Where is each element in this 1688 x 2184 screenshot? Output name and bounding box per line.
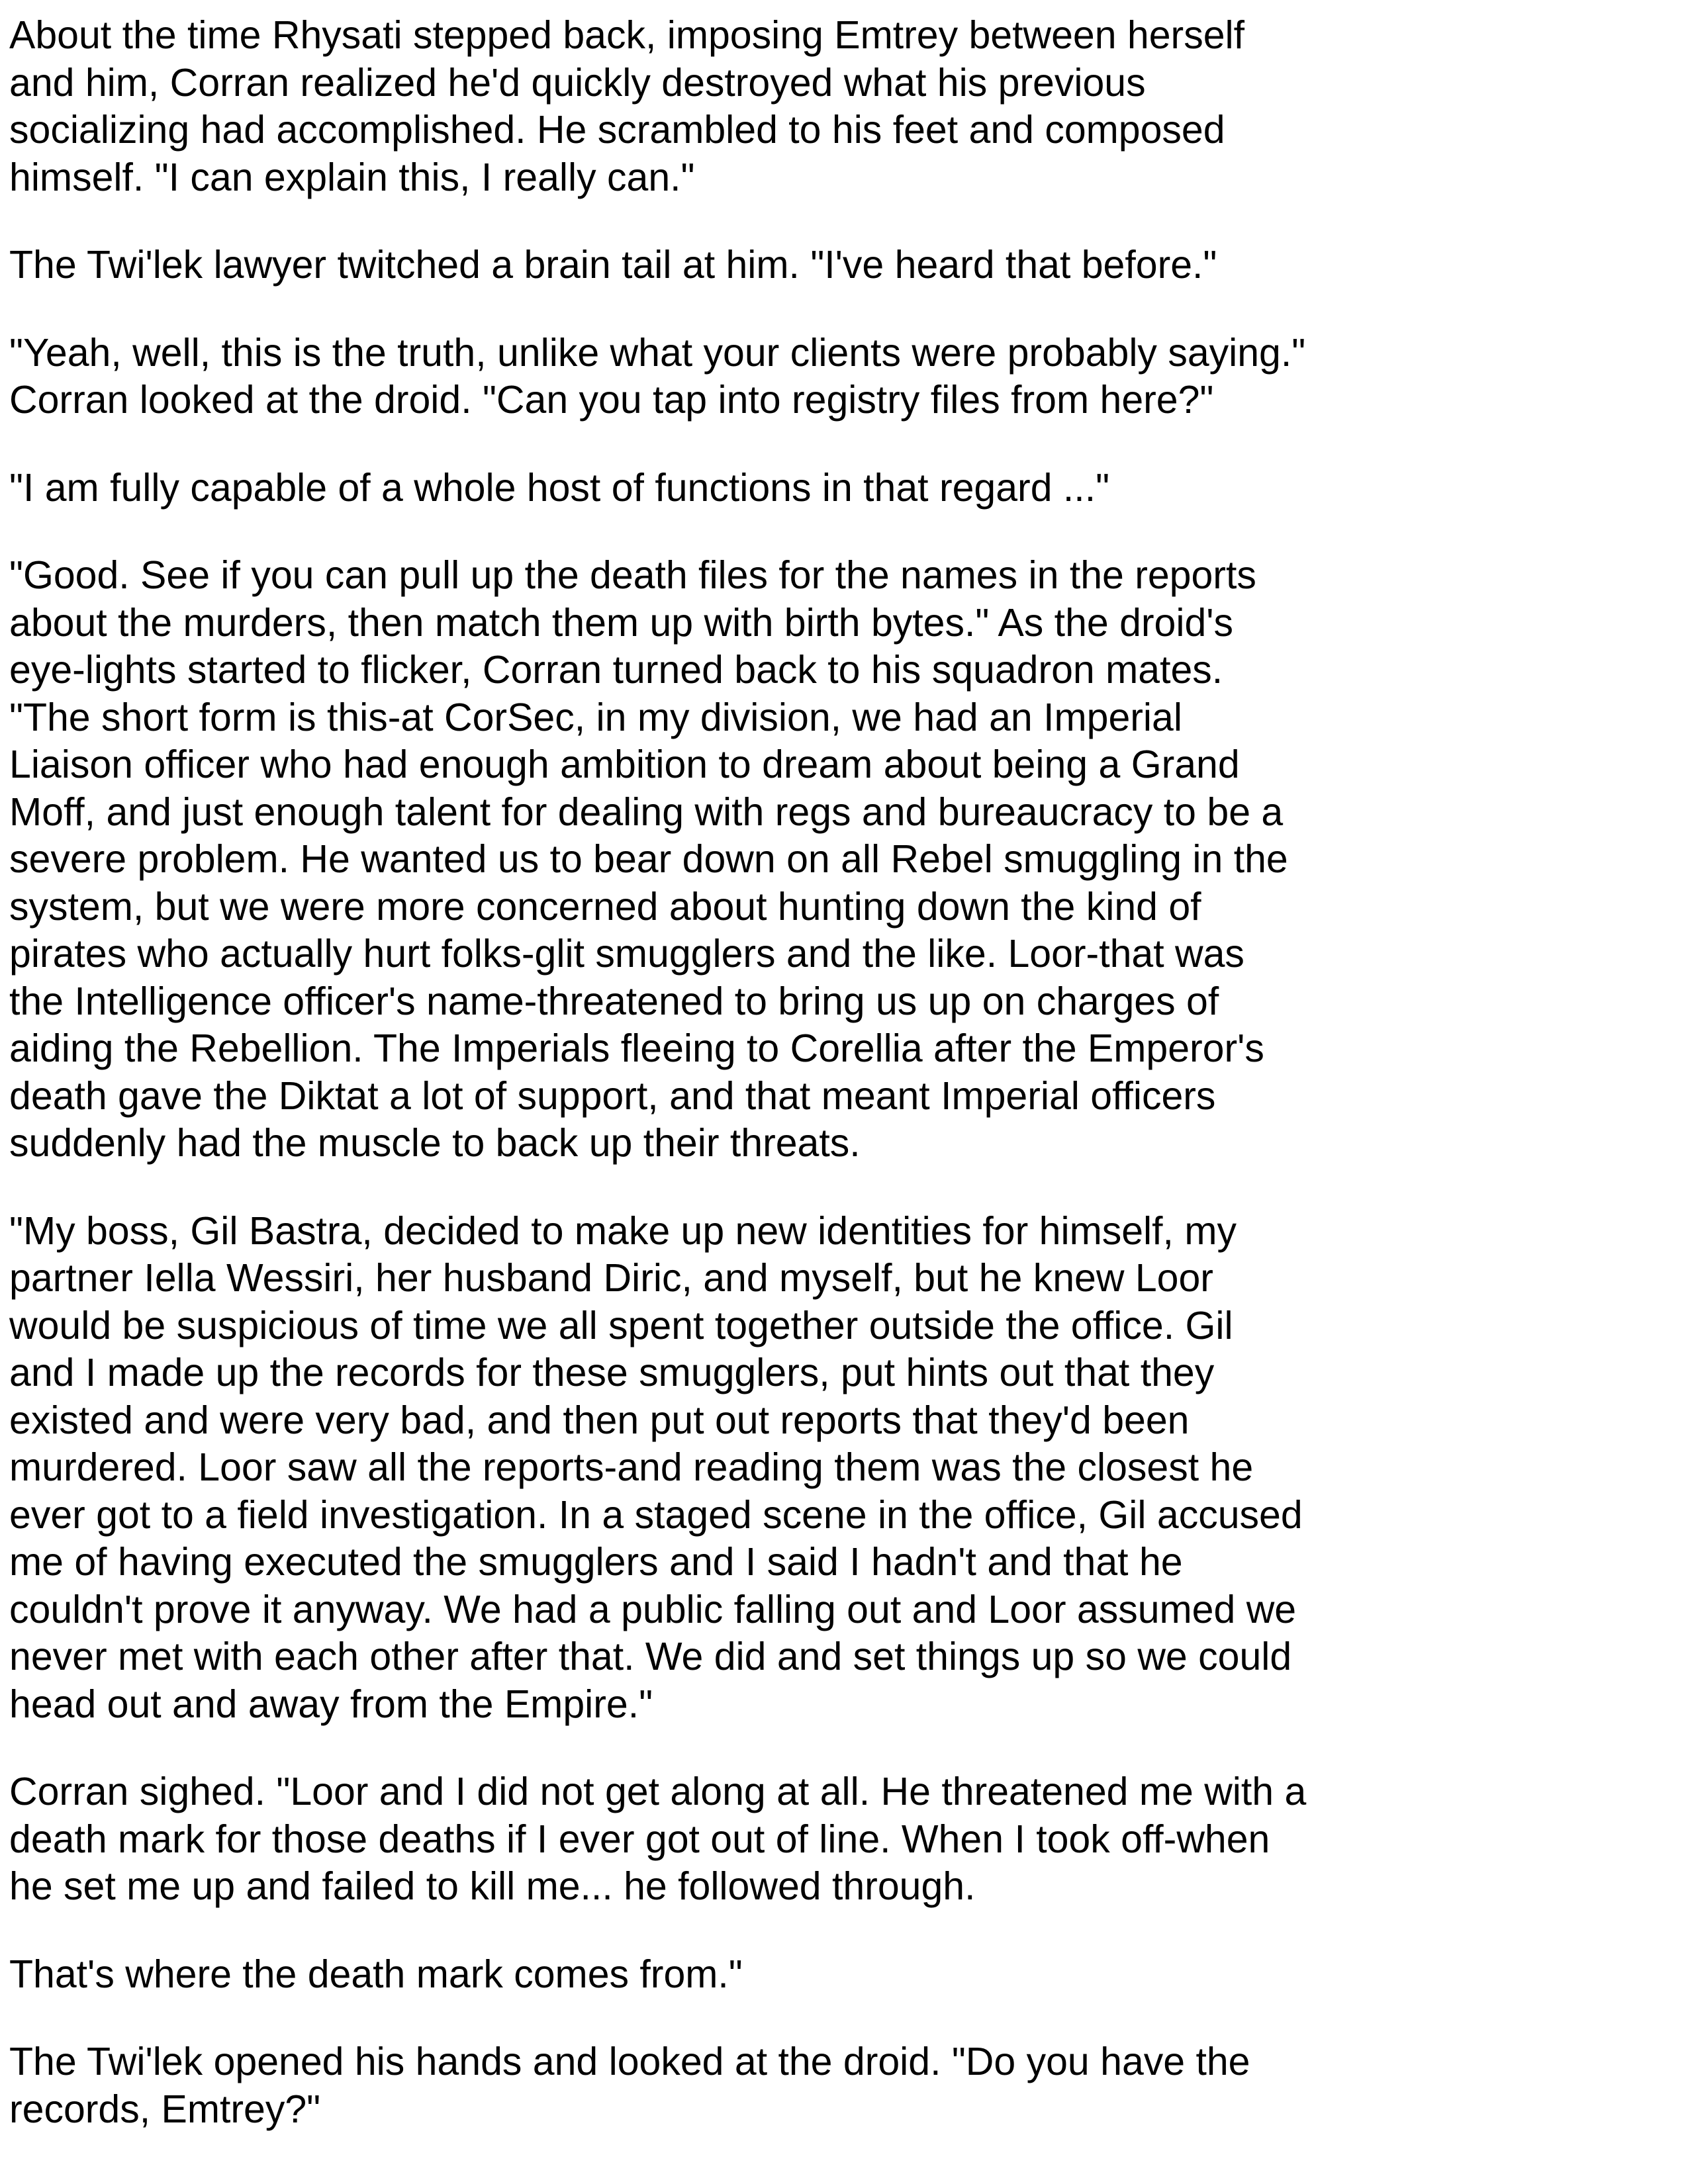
text-line: Corran looked at the droid. "Can you tap into registry files from here?" xyxy=(9,378,1214,422)
text-line: existed and were very bad, and then put out reports that they'd been xyxy=(9,1398,1190,1442)
paragraph-5 xyxy=(9,552,1373,1167)
text-line: would be suspicious of time we all spent together outside the office. Gil xyxy=(9,1303,1233,1347)
paragraph-1 xyxy=(9,12,1373,201)
paragraph-8 xyxy=(9,1951,1373,1999)
text-line: about the murders, then match them up with birth bytes." As the droid's xyxy=(9,600,1234,645)
text-line: Corran sighed. "Loor and I did not get along at all. He threatened me with a xyxy=(9,1770,1307,1813)
text-line: suddenly had the muscle to back up their threats. xyxy=(9,1121,861,1165)
text-line: aiding the Rebellion. The Imperials fleeing to Corellia after the Emperor's xyxy=(9,1026,1264,1070)
text-line: murdered. Loor saw all the reports-and reading them was the closest he xyxy=(9,1445,1254,1489)
text-line: severe problem. He wanted us to bear down on all Rebel smuggling in the xyxy=(9,837,1288,881)
text-line: That's where the death mark comes from." xyxy=(9,1952,743,1996)
text-line: system, but we were more concerned about hunting down the kind of xyxy=(9,884,1201,929)
text-line: head out and away from the Empire." xyxy=(9,1682,653,1726)
text-line: partner Iella Wessiri, her husband Diric, and myself, but he knew Loor xyxy=(9,1256,1213,1300)
text-line: himself. "I can explain this, I really can." xyxy=(9,155,695,199)
text-line: and I made up the records for these smugglers, put hints out that they xyxy=(9,1351,1215,1394)
paragraph-9 xyxy=(9,2038,1373,2133)
text-line: About the time Rhysati stepped back, imposing Emtrey between herself xyxy=(9,13,1245,57)
text-line: couldn't prove it anyway. We had a public falling out and Loor assumed we xyxy=(9,1587,1297,1631)
text-line: and him, Corran realized he'd quickly destroyed what his previous xyxy=(9,60,1146,105)
text-line: pirates who actually hurt folks-glit smugglers and the like. Loor-that was xyxy=(9,932,1244,976)
text-line: records, Emtrey?" xyxy=(9,2087,321,2131)
text-line: never met with each other after that. We did and set things up so we could xyxy=(9,1635,1292,1678)
text-line: death gave the Diktat a lot of support, and that meant Imperial officers xyxy=(9,1073,1216,1118)
paragraph-2 xyxy=(9,242,1373,289)
text-line: eye-lights started to flicker, Corran turned back to his squadron mates. xyxy=(9,648,1223,692)
text-line: ever got to a field investigation. In a staged scene in the office, Gil accused xyxy=(9,1492,1303,1537)
text-line: "Yeah, well, this is the truth, unlike what your clients were probably saying." xyxy=(9,330,1306,375)
text-line: "My boss, Gil Bastra, decided to make up new identities for himself, my xyxy=(9,1208,1237,1253)
paragraph-3 xyxy=(9,330,1373,424)
text-line: the Intelligence officer's name-threatened to bring us up on charges of xyxy=(9,979,1219,1023)
paragraph-6 xyxy=(9,1208,1373,1729)
text-line: "I am fully capable of a whole host of functions in that regard ..." xyxy=(9,465,1110,510)
paragraph-7 xyxy=(9,1768,1373,1911)
text-line: Liaison officer who had enough ambition to dream about being a Grand xyxy=(9,743,1240,786)
text-line: Moff, and just enough talent for dealing with regs and bureaucracy to be a xyxy=(9,790,1284,834)
text-line: The Twi'lek opened his hands and looked at the droid. "Do you have the xyxy=(9,2040,1250,2083)
text-line: "Good. See if you can pull up the death files for the names in the reports xyxy=(9,553,1256,597)
paragraph-4 xyxy=(9,465,1373,512)
text-line: "The short form is this-at CorSec, in my division, we had an Imperial xyxy=(9,695,1182,739)
text-line: he set me up and failed to kill me... he followed through. xyxy=(9,1864,976,1908)
text-line: me of having executed the smugglers and I said I hadn't and that he xyxy=(9,1540,1183,1584)
text-line: death mark for those deaths if I ever got out of line. When I took off-when xyxy=(9,1817,1270,1861)
text-line: The Twi'lek lawyer twitched a brain tail at him. "I've heard that before." xyxy=(9,243,1217,287)
text-line: socializing had accomplished. He scrambled to his feet and composed xyxy=(9,108,1225,152)
document-page xyxy=(9,12,1373,2173)
